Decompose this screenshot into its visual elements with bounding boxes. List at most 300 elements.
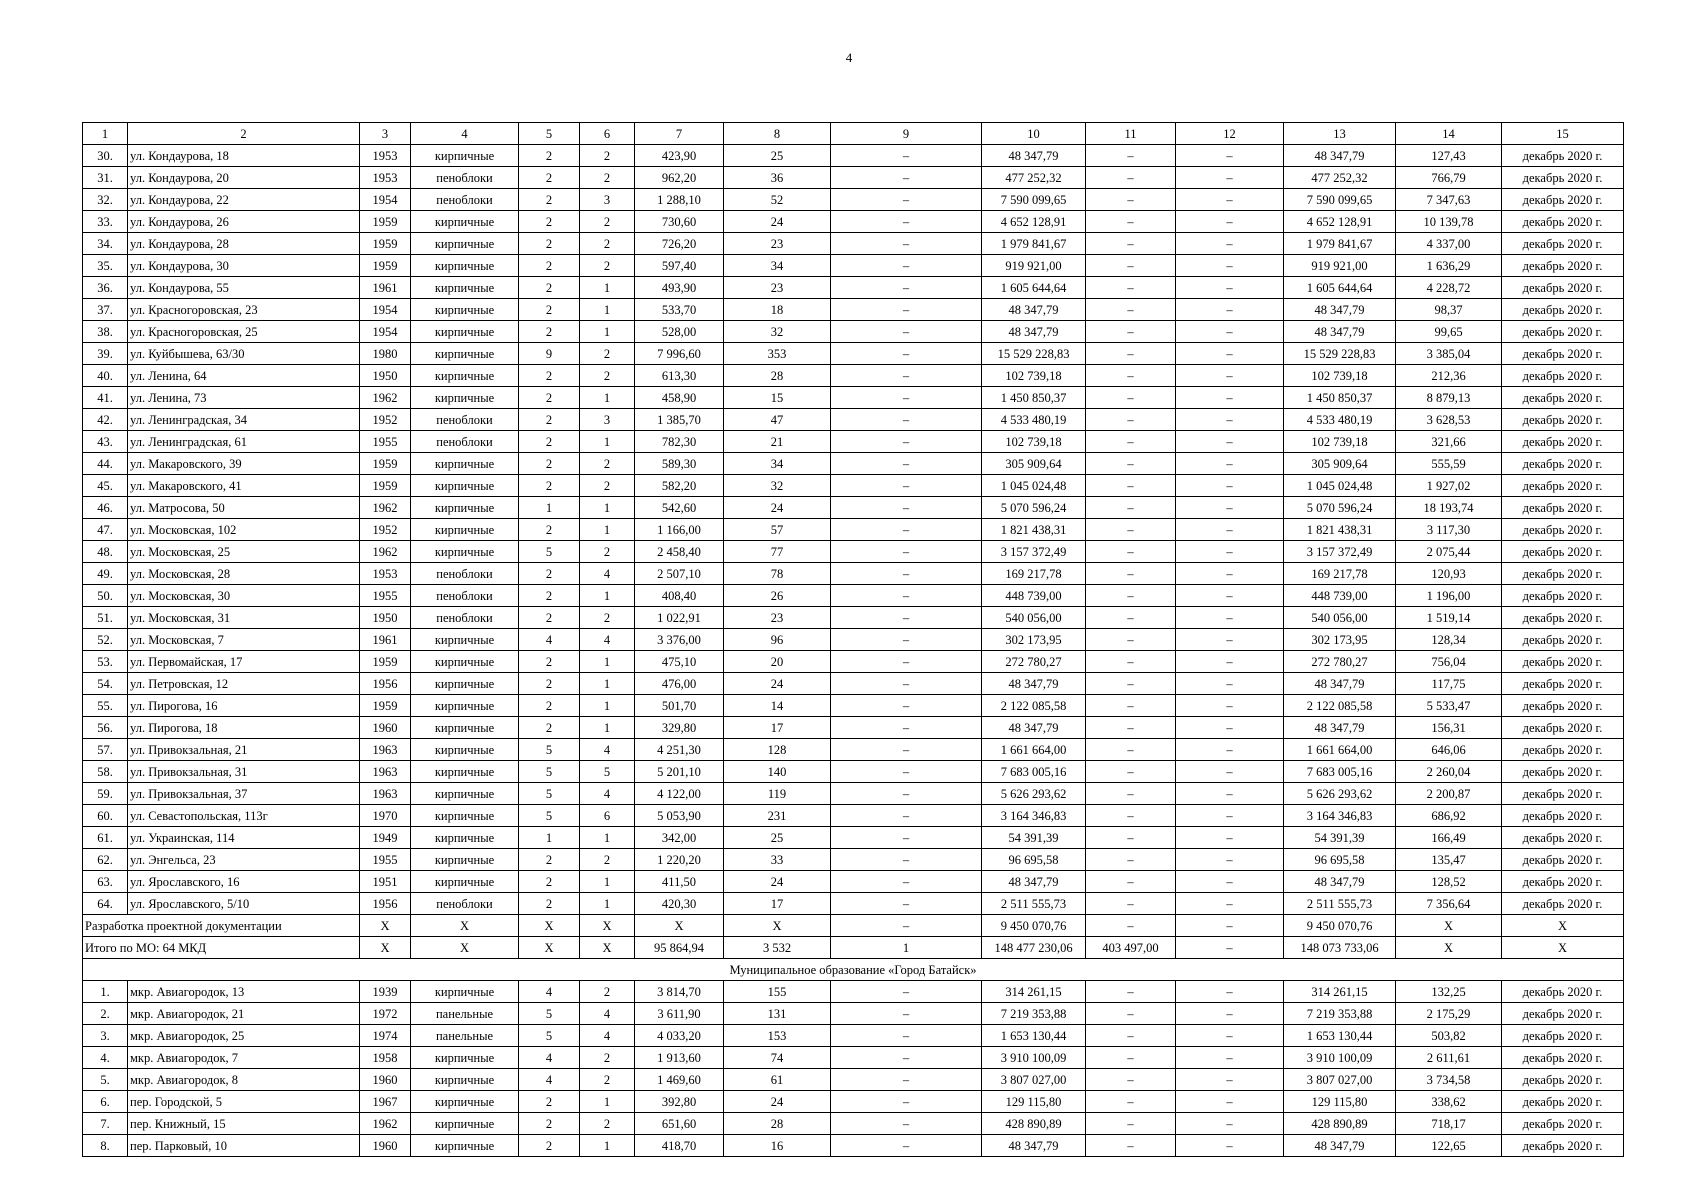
col-11-cell: – xyxy=(1086,299,1176,321)
wall-material-cell: кирпичные xyxy=(411,497,519,519)
area-cell: 1 288,10 xyxy=(635,189,724,211)
row-number-cell: 63. xyxy=(83,871,128,893)
area-cell: 5 201,10 xyxy=(635,761,724,783)
area-cell: 730,60 xyxy=(635,211,724,233)
area-cell: 542,60 xyxy=(635,497,724,519)
design-row-cell: – xyxy=(1176,915,1284,937)
col-11-cell: – xyxy=(1086,431,1176,453)
table-row xyxy=(83,475,1624,497)
table-row xyxy=(83,651,1624,673)
floors-cell: 1 xyxy=(519,497,580,519)
deadline-cell: декабрь 2020 г. xyxy=(1502,1047,1624,1069)
entrances-cell: 4 xyxy=(580,739,635,761)
deadline-cell: декабрь 2020 г. xyxy=(1502,563,1624,585)
row-number-cell: 48. xyxy=(83,541,128,563)
year-cell: 1959 xyxy=(360,651,411,673)
residents-cell: 119 xyxy=(724,783,831,805)
year-cell: 1953 xyxy=(360,563,411,585)
entrances-cell: 5 xyxy=(580,761,635,783)
row-number-cell: 41. xyxy=(83,387,128,409)
row-number-cell: 51. xyxy=(83,607,128,629)
col-12-cell: – xyxy=(1176,145,1284,167)
header-row xyxy=(83,123,1624,145)
wall-material-cell: кирпичные xyxy=(411,1047,519,1069)
cost-per-sqm-cell: 132,25 xyxy=(1396,981,1502,1003)
cost-per-sqm-cell: 3 628,53 xyxy=(1396,409,1502,431)
year-cell: 1970 xyxy=(360,805,411,827)
year-cell: 1962 xyxy=(360,541,411,563)
col-9-cell: – xyxy=(831,277,982,299)
col-9-cell: – xyxy=(831,805,982,827)
residents-cell: 18 xyxy=(724,299,831,321)
wall-material-cell: кирпичные xyxy=(411,805,519,827)
area-cell: 782,30 xyxy=(635,431,724,453)
row-number-cell: 49. xyxy=(83,563,128,585)
residents-cell: 47 xyxy=(724,409,831,431)
year-cell: 1954 xyxy=(360,189,411,211)
cost-per-sqm-cell: 127,43 xyxy=(1396,145,1502,167)
row-number-cell: 40. xyxy=(83,365,128,387)
cost-fund-cell: 302 173,95 xyxy=(1284,629,1396,651)
col-9-cell: – xyxy=(831,321,982,343)
table-row xyxy=(83,453,1624,475)
year-cell: 1980 xyxy=(360,343,411,365)
row-number-cell: 46. xyxy=(83,497,128,519)
cost-per-sqm-cell: 98,37 xyxy=(1396,299,1502,321)
table-row xyxy=(83,1113,1624,1135)
deadline-cell: декабрь 2020 г. xyxy=(1502,827,1624,849)
floors-cell: 2 xyxy=(519,211,580,233)
floors-cell: 2 xyxy=(519,563,580,585)
col-12-cell: – xyxy=(1176,827,1284,849)
wall-material-cell: кирпичные xyxy=(411,673,519,695)
table-row xyxy=(83,255,1624,277)
entrances-cell: 4 xyxy=(580,629,635,651)
col-9-cell: – xyxy=(831,695,982,717)
table-row xyxy=(83,563,1624,585)
area-cell: 533,70 xyxy=(635,299,724,321)
area-cell: 1 220,20 xyxy=(635,849,724,871)
cost-total-cell: 7 590 099,65 xyxy=(982,189,1086,211)
col-11-cell: – xyxy=(1086,629,1176,651)
cost-total-cell: 1 653 130,44 xyxy=(982,1025,1086,1047)
address-cell: ул. Кондаурова, 18 xyxy=(128,145,360,167)
wall-material-cell: пеноблоки xyxy=(411,189,519,211)
header-cell-10: 10 xyxy=(982,123,1086,145)
cost-fund-cell: 102 739,18 xyxy=(1284,431,1396,453)
col-11-cell: – xyxy=(1086,1113,1176,1135)
cost-total-cell: 428 890,89 xyxy=(982,1113,1086,1135)
entrances-cell: 1 xyxy=(580,827,635,849)
year-cell: 1960 xyxy=(360,1069,411,1091)
col-11-cell: – xyxy=(1086,1025,1176,1047)
deadline-cell: декабрь 2020 г. xyxy=(1502,893,1624,915)
deadline-cell: декабрь 2020 г. xyxy=(1502,739,1624,761)
entrances-cell: 2 xyxy=(580,233,635,255)
entrances-cell: 2 xyxy=(580,981,635,1003)
address-cell: ул. Куйбышева, 63/30 xyxy=(128,343,360,365)
cost-per-sqm-cell: 766,79 xyxy=(1396,167,1502,189)
col-9-cell: – xyxy=(831,387,982,409)
row-number-cell: 5. xyxy=(83,1069,128,1091)
table-row xyxy=(83,805,1624,827)
col-11-cell: – xyxy=(1086,321,1176,343)
col-9-cell: – xyxy=(831,981,982,1003)
design-row-cell: – xyxy=(831,915,982,937)
cost-per-sqm-cell: 10 139,78 xyxy=(1396,211,1502,233)
row-number-cell: 3. xyxy=(83,1025,128,1047)
address-cell: ул. Московская, 102 xyxy=(128,519,360,541)
cost-total-cell: 48 347,79 xyxy=(982,871,1086,893)
row-number-cell: 58. xyxy=(83,761,128,783)
wall-material-cell: пеноблоки xyxy=(411,167,519,189)
cost-fund-cell: 1 045 024,48 xyxy=(1284,475,1396,497)
address-cell: ул. Кондаурова, 22 xyxy=(128,189,360,211)
col-11-cell: – xyxy=(1086,189,1176,211)
floors-cell: 2 xyxy=(519,1113,580,1135)
area-cell: 501,70 xyxy=(635,695,724,717)
row-number-cell: 35. xyxy=(83,255,128,277)
residents-cell: 128 xyxy=(724,739,831,761)
year-cell: 1972 xyxy=(360,1003,411,1025)
floors-cell: 2 xyxy=(519,893,580,915)
cost-total-cell: 1 045 024,48 xyxy=(982,475,1086,497)
cost-fund-cell: 5 626 293,62 xyxy=(1284,783,1396,805)
wall-material-cell: кирпичные xyxy=(411,277,519,299)
area-cell: 7 996,60 xyxy=(635,343,724,365)
wall-material-cell: кирпичные xyxy=(411,387,519,409)
year-cell: 1962 xyxy=(360,387,411,409)
col-9-cell: – xyxy=(831,651,982,673)
cost-fund-cell: 169 217,78 xyxy=(1284,563,1396,585)
cost-per-sqm-cell: 503,82 xyxy=(1396,1025,1502,1047)
col-11-cell: – xyxy=(1086,233,1176,255)
address-cell: мкр. Авиагородок, 13 xyxy=(128,981,360,1003)
entrances-cell: 4 xyxy=(580,783,635,805)
year-cell: 1954 xyxy=(360,299,411,321)
col-11-cell: – xyxy=(1086,1091,1176,1113)
entrances-cell: 2 xyxy=(580,475,635,497)
floors-cell: 2 xyxy=(519,233,580,255)
col-11-cell: – xyxy=(1086,673,1176,695)
col-11-cell: – xyxy=(1086,849,1176,871)
entrances-cell: 1 xyxy=(580,1135,635,1157)
area-cell: 329,80 xyxy=(635,717,724,739)
residents-cell: 16 xyxy=(724,1135,831,1157)
col-9-cell: – xyxy=(831,453,982,475)
floors-cell: 2 xyxy=(519,299,580,321)
table-row xyxy=(83,893,1624,915)
col-9-cell: – xyxy=(831,871,982,893)
wall-material-cell: кирпичные xyxy=(411,211,519,233)
area-cell: 392,80 xyxy=(635,1091,724,1113)
year-cell: 1955 xyxy=(360,849,411,871)
total-row-cell: X xyxy=(580,937,635,959)
residents-cell: 26 xyxy=(724,585,831,607)
floors-cell: 2 xyxy=(519,607,580,629)
cost-total-cell: 3 807 027,00 xyxy=(982,1069,1086,1091)
floors-cell: 2 xyxy=(519,321,580,343)
header-cell-14: 14 xyxy=(1396,123,1502,145)
address-cell: ул. Пирогова, 18 xyxy=(128,717,360,739)
floors-cell: 2 xyxy=(519,849,580,871)
residents-cell: 61 xyxy=(724,1069,831,1091)
deadline-cell: декабрь 2020 г. xyxy=(1502,431,1624,453)
entrances-cell: 1 xyxy=(580,585,635,607)
row-number-cell: 52. xyxy=(83,629,128,651)
address-cell: ул. Привокзальная, 31 xyxy=(128,761,360,783)
cost-per-sqm-cell: 756,04 xyxy=(1396,651,1502,673)
deadline-cell: декабрь 2020 г. xyxy=(1502,365,1624,387)
year-cell: 1959 xyxy=(360,233,411,255)
wall-material-cell: пеноблоки xyxy=(411,893,519,915)
address-cell: ул. Привокзальная, 37 xyxy=(128,783,360,805)
residents-cell: 153 xyxy=(724,1025,831,1047)
col-12-cell: – xyxy=(1176,453,1284,475)
area-cell: 528,00 xyxy=(635,321,724,343)
cost-fund-cell: 54 391,39 xyxy=(1284,827,1396,849)
table-row xyxy=(83,1047,1624,1069)
area-cell: 420,30 xyxy=(635,893,724,915)
floors-cell: 5 xyxy=(519,739,580,761)
col-9-cell: – xyxy=(831,827,982,849)
cost-fund-cell: 48 347,79 xyxy=(1284,1135,1396,1157)
wall-material-cell: кирпичные xyxy=(411,1069,519,1091)
cost-per-sqm-cell: 135,47 xyxy=(1396,849,1502,871)
deadline-cell: декабрь 2020 г. xyxy=(1502,167,1624,189)
address-cell: ул. Ленинградская, 61 xyxy=(128,431,360,453)
floors-cell: 5 xyxy=(519,541,580,563)
row-number-cell: 7. xyxy=(83,1113,128,1135)
floors-cell: 2 xyxy=(519,475,580,497)
area-cell: 408,40 xyxy=(635,585,724,607)
header-cell-6: 6 xyxy=(580,123,635,145)
cost-total-cell: 314 261,15 xyxy=(982,981,1086,1003)
area-cell: 418,70 xyxy=(635,1135,724,1157)
residents-cell: 24 xyxy=(724,211,831,233)
year-cell: 1956 xyxy=(360,893,411,915)
residents-cell: 28 xyxy=(724,365,831,387)
floors-cell: 2 xyxy=(519,1091,580,1113)
col-11-cell: – xyxy=(1086,739,1176,761)
cost-per-sqm-cell: 8 879,13 xyxy=(1396,387,1502,409)
deadline-cell: декабрь 2020 г. xyxy=(1502,255,1624,277)
col-9-cell: – xyxy=(831,541,982,563)
col-11-cell: – xyxy=(1086,563,1176,585)
col-12-cell: – xyxy=(1176,167,1284,189)
wall-material-cell: кирпичные xyxy=(411,299,519,321)
deadline-cell: декабрь 2020 г. xyxy=(1502,519,1624,541)
cost-fund-cell: 96 695,58 xyxy=(1284,849,1396,871)
col-11-cell: – xyxy=(1086,387,1176,409)
table-row xyxy=(83,695,1624,717)
deadline-cell: декабрь 2020 г. xyxy=(1502,497,1624,519)
col-9-cell: – xyxy=(831,519,982,541)
col-12-cell: – xyxy=(1176,695,1284,717)
col-11-cell: – xyxy=(1086,1003,1176,1025)
total-row-cell: – xyxy=(1176,937,1284,959)
entrances-cell: 4 xyxy=(580,563,635,585)
address-cell: ул. Московская, 28 xyxy=(128,563,360,585)
cost-total-cell: 4 533 480,19 xyxy=(982,409,1086,431)
deadline-cell: декабрь 2020 г. xyxy=(1502,145,1624,167)
header-cell-3: 3 xyxy=(360,123,411,145)
col-9-cell: – xyxy=(831,189,982,211)
col-12-cell: – xyxy=(1176,497,1284,519)
cost-per-sqm-cell: 555,59 xyxy=(1396,453,1502,475)
row-number-cell: 44. xyxy=(83,453,128,475)
cost-total-cell: 919 921,00 xyxy=(982,255,1086,277)
col-9-cell: – xyxy=(831,563,982,585)
cost-fund-cell: 4 533 480,19 xyxy=(1284,409,1396,431)
col-12-cell: – xyxy=(1176,651,1284,673)
entrances-cell: 4 xyxy=(580,1025,635,1047)
deadline-cell: декабрь 2020 г. xyxy=(1502,783,1624,805)
table-row xyxy=(83,497,1624,519)
header-cell-4: 4 xyxy=(411,123,519,145)
residents-cell: 24 xyxy=(724,497,831,519)
col-12-cell: – xyxy=(1176,673,1284,695)
residents-cell: 77 xyxy=(724,541,831,563)
year-cell: 1959 xyxy=(360,475,411,497)
cost-total-cell: 3 164 346,83 xyxy=(982,805,1086,827)
residents-cell: 14 xyxy=(724,695,831,717)
year-cell: 1951 xyxy=(360,871,411,893)
row-number-cell: 37. xyxy=(83,299,128,321)
deadline-cell: декабрь 2020 г. xyxy=(1502,1135,1624,1157)
cost-fund-cell: 477 252,32 xyxy=(1284,167,1396,189)
entrances-cell: 2 xyxy=(580,145,635,167)
col-12-cell: – xyxy=(1176,519,1284,541)
cost-fund-cell: 7 683 005,16 xyxy=(1284,761,1396,783)
year-cell: 1956 xyxy=(360,673,411,695)
cost-fund-cell: 129 115,80 xyxy=(1284,1091,1396,1113)
col-9-cell: – xyxy=(831,1047,982,1069)
cost-per-sqm-cell: 2 611,61 xyxy=(1396,1047,1502,1069)
wall-material-cell: кирпичные xyxy=(411,255,519,277)
total-row-cell: 148 073 733,06 xyxy=(1284,937,1396,959)
cost-fund-cell: 1 979 841,67 xyxy=(1284,233,1396,255)
cost-fund-cell: 3 157 372,49 xyxy=(1284,541,1396,563)
cost-fund-cell: 5 070 596,24 xyxy=(1284,497,1396,519)
residents-cell: 20 xyxy=(724,651,831,673)
entrances-cell: 4 xyxy=(580,1003,635,1025)
table-row xyxy=(83,761,1624,783)
year-cell: 1963 xyxy=(360,761,411,783)
design-row-label: Разработка проектной документации xyxy=(83,915,360,937)
col-12-cell: – xyxy=(1176,805,1284,827)
wall-material-cell: панельные xyxy=(411,1025,519,1047)
address-cell: ул. Ярославского, 5/10 xyxy=(128,893,360,915)
cost-per-sqm-cell: 4 337,00 xyxy=(1396,233,1502,255)
residents-cell: 23 xyxy=(724,607,831,629)
col-9-cell: – xyxy=(831,299,982,321)
wall-material-cell: кирпичные xyxy=(411,475,519,497)
design-row-cell: X xyxy=(519,915,580,937)
total-row-cell: 148 477 230,06 xyxy=(982,937,1086,959)
area-cell: 423,90 xyxy=(635,145,724,167)
address-cell: ул. Московская, 25 xyxy=(128,541,360,563)
cost-per-sqm-cell: 1 927,02 xyxy=(1396,475,1502,497)
residents-cell: 25 xyxy=(724,827,831,849)
cost-per-sqm-cell: 7 347,63 xyxy=(1396,189,1502,211)
year-cell: 1960 xyxy=(360,1135,411,1157)
col-12-cell: – xyxy=(1176,1069,1284,1091)
year-cell: 1959 xyxy=(360,695,411,717)
col-11-cell: – xyxy=(1086,607,1176,629)
cost-total-cell: 1 661 664,00 xyxy=(982,739,1086,761)
cost-fund-cell: 7 219 353,88 xyxy=(1284,1003,1396,1025)
area-cell: 726,20 xyxy=(635,233,724,255)
deadline-cell: декабрь 2020 г. xyxy=(1502,585,1624,607)
floors-cell: 2 xyxy=(519,189,580,211)
col-12-cell: – xyxy=(1176,387,1284,409)
floors-cell: 5 xyxy=(519,1025,580,1047)
cost-per-sqm-cell: 1 519,14 xyxy=(1396,607,1502,629)
header-cell-8: 8 xyxy=(724,123,831,145)
cost-fund-cell: 305 909,64 xyxy=(1284,453,1396,475)
area-cell: 342,00 xyxy=(635,827,724,849)
row-number-cell: 60. xyxy=(83,805,128,827)
col-9-cell: – xyxy=(831,431,982,453)
row-number-cell: 53. xyxy=(83,651,128,673)
row-number-cell: 47. xyxy=(83,519,128,541)
cost-fund-cell: 48 347,79 xyxy=(1284,145,1396,167)
area-cell: 4 122,00 xyxy=(635,783,724,805)
residents-cell: 155 xyxy=(724,981,831,1003)
cost-total-cell: 48 347,79 xyxy=(982,673,1086,695)
floors-cell: 2 xyxy=(519,277,580,299)
table-row xyxy=(83,387,1624,409)
col-11-cell: – xyxy=(1086,475,1176,497)
address-cell: ул. Красногоровская, 25 xyxy=(128,321,360,343)
wall-material-cell: кирпичные xyxy=(411,1091,519,1113)
year-cell: 1974 xyxy=(360,1025,411,1047)
address-cell: ул. Макаровского, 41 xyxy=(128,475,360,497)
floors-cell: 2 xyxy=(519,519,580,541)
cost-fund-cell: 1 661 664,00 xyxy=(1284,739,1396,761)
table-row xyxy=(83,827,1624,849)
row-number-cell: 43. xyxy=(83,431,128,453)
floors-cell: 2 xyxy=(519,871,580,893)
year-cell: 1962 xyxy=(360,1113,411,1135)
area-cell: 582,20 xyxy=(635,475,724,497)
cost-fund-cell: 3 164 346,83 xyxy=(1284,805,1396,827)
table-row xyxy=(83,145,1624,167)
cost-fund-cell: 3 910 100,09 xyxy=(1284,1047,1396,1069)
col-12-cell: – xyxy=(1176,1025,1284,1047)
table-row xyxy=(83,541,1624,563)
col-9-cell: – xyxy=(831,1135,982,1157)
area-cell: 476,00 xyxy=(635,673,724,695)
year-cell: 1954 xyxy=(360,321,411,343)
wall-material-cell: кирпичные xyxy=(411,827,519,849)
table-row xyxy=(83,1091,1624,1113)
address-cell: ул. Севастопольская, 113г xyxy=(128,805,360,827)
cost-total-cell: 477 252,32 xyxy=(982,167,1086,189)
table-row xyxy=(83,1135,1624,1157)
deadline-cell: декабрь 2020 г. xyxy=(1502,1025,1624,1047)
floors-cell: 5 xyxy=(519,761,580,783)
total-row-cell: X xyxy=(1396,937,1502,959)
address-cell: ул. Красногоровская, 23 xyxy=(128,299,360,321)
deadline-cell: декабрь 2020 г. xyxy=(1502,1003,1624,1025)
cost-total-cell: 3 157 372,49 xyxy=(982,541,1086,563)
area-cell: 1 022,91 xyxy=(635,607,724,629)
section-title: Муниципальное образование «Город Батайск» xyxy=(83,959,1624,981)
deadline-cell: декабрь 2020 г. xyxy=(1502,189,1624,211)
cost-per-sqm-cell: 1 636,29 xyxy=(1396,255,1502,277)
